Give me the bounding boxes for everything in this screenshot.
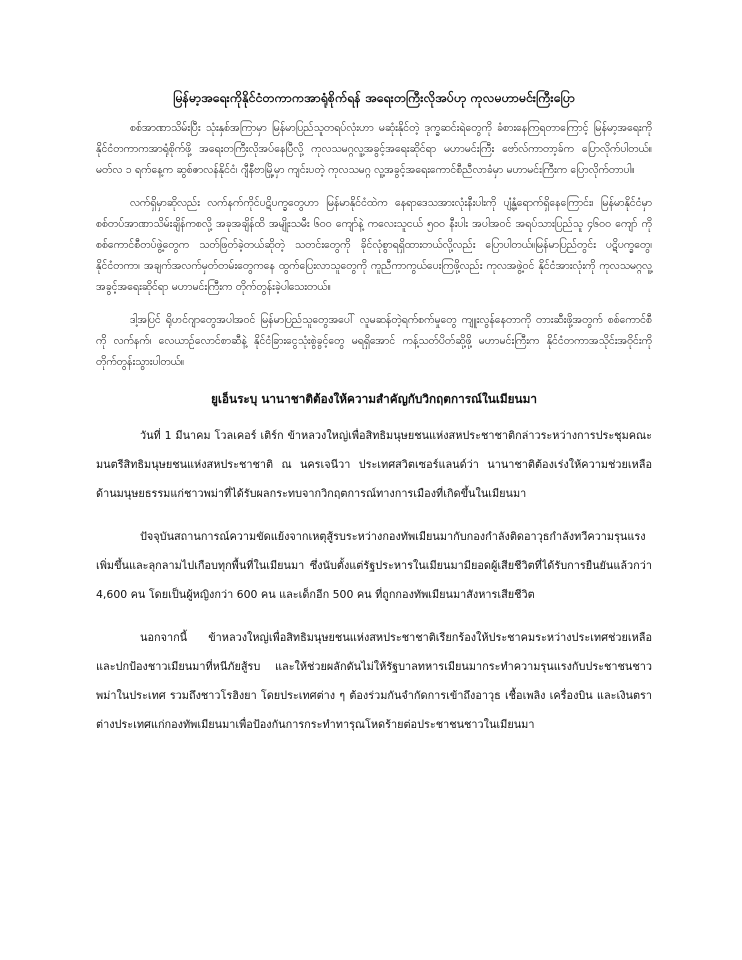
- thai-paragraph-1: วันที่ 1 มีนาคม โวลเคอร์ เติร์ก ข้าหลวงใหญ่เพื่อสิทธิมนุษยชนแห่งสหประชาชาติกล่าวระหว่างการประชุมคณะมนตรีสิทธิมนุษยชนแห่งสหประชาชาติ ณ นครเจนีวา ประเทศสวิตเซอร์แลนด์ว่า นานาชาติต้องเร่งให้ความช่วยเหลือด้านมนุษยธรรมแก่ชาวพม่าที่ได้รับผลกระทบจากวิกฤตการณ์ทางการเมืองที่เกิดขึ้นในเมียนมา: [96, 429, 652, 500]
- burmese-paragraph-1: စစ်အာဏာသိမ်းပြီး သုံးနှစ်အကြာမှာ မြန်မာပြည်သူတရပ်လုံးဟာ မဆုံးနိုင်တဲ့ ဒုက္ခဆင်းရဲတွေကို ခံစားနေကြရတာကြောင့် မြန်မာ့အရေးကို နိုင်ငံတကာကအာရုံစိုက်ဖို့ အရေးတကြီးလိုအပ်နေပြီလို့ ကုလသမဂ္ဂလူ့အခွင့်အရေးဆိုင်ရာ မဟာမင်းကြီး ဗော်လ်ကာတာ့ခ်က ပြောလိုက်ပါတယ်။ မတ်လ ၁ ရက်နေ့က ဆွစ်ဇာလန်နိုင်ငံ၊ ဂျီနီဗာမြို့မှာ ကျင်းပတဲ့ ကုလသမဂ္ဂ လူ့အခွင့်အရေးကောင်စီညီလာခံမှာ မဟာမင်းကြီးက ပြောလိုက်တာပါ။: [96, 122, 652, 176]
- thai-paragraph-3: นอกจากนี้ ข้าหลวงใหญ่เพื่อสิทธิมนุษยชนแห่งสหประชาชาติเรียกร้องให้ประชาคมระหว่างประเทศช่วยเหลือและปกป้องชาวเมียนมาที่หนีภัยสู้รบ และให้ช่วยผลักดันไม่ให้รัฐบาลทหารเมียนมากระทำความรุนแรงกับประชาชนชาวพม่าในประเทศ รวมถึงชาวโรฮิงยา โดยประเทศต่าง ๆ ต้องร่วมกันจำกัดการเข้าถึงอาวุธ เชื้อเพลิง เครื่องบิน และเงินตราต่างประเทศแก่กองทัพเมียนมาเพื่อป้องกันการกระทำทารุณโหดร้ายต่อประชาชนชาวในเมียนมา: [96, 631, 652, 731]
- burmese-paragraph-2: လက်ရှိမှာဆိုလည်း လက်နက်ကိုင်ပဋိပက္ခတွေဟာ မြန်မာနိုင်ငံထဲက နေရာဒေသအားလုံးနီးပါးကို ပျံ့နှံ့ရောက်ရှိနေကြောင်း၊ မြန်မာနိုင်ငံမှာ စစ်တပ်အာဏာသိမ်းချိန်ကစလို့ အခုအချိန်ထိ အမျိုးသမီး ၆၀၀ ကျော်နဲ့ ကလေးသူငယ် ၅၀၀ နီးပါး အပါအဝင် အရပ်သားပြည်သူ ၄၆၀၀ ကျော် ကို စစ်ကောင်စီတပ်ဖွဲ့တွေက သတ်ဖြတ်ခဲ့တယ်ဆိုတဲ့ သတင်းတွေကို ခိုင်လုံစွာရရှိထားတယ်လို့လည်း ပြောပါတယ်။မြန်မာပြည်တွင်း ပဋိပက္ခတွေ၊ နိုင်ငံတကာ၊ အချက်အလက်မှတ်တမ်းတွေကနေ ထွက်ပြေးလာသူတွေကို ကူညီကာကွယ်ပေးကြဖို့လည်း ကုလအဖွဲ့ဝင် နိုင်ငံအားလုံးကို ကုလသမဂ္ဂလူ့အခွင့်အရေးဆိုင်ရာ မဟာမင်းကြီးက တိုက်တွန်းခဲ့ပါသေးတယ်။: [96, 197, 652, 293]
- burmese-headline: မြန်မာ့အရေးကိုနိုင်ငံတကာကအာရုံစိုက်ရန် အရေးတကြီးလိုအပ်ဟု ကုလမဟာမင်းကြီးပြော: [173, 90, 575, 105]
- thai-headline: ยูเอ็นระบุ นานาชาติต้องให้ความสำคัญกับวิกฤตการณ์ในเมียนมา: [210, 392, 537, 406]
- burmese-paragraph-3: ဒါ့အပြင် ရိုဟင်ဂျာတွေအပါအဝင် မြန်မာပြည်သူတွေအပေါ် လူမဆန်တဲ့ရက်စက်မှုတွေ ကျူးလွန်နေတာကို တားဆီးဖို့အတွက် စစ်ကောင်စီကို လက်နက်၊ လေယာဉ်လောင်စာဆီနဲ့ နိုင်ငံခြားငွေသုံးစွဲခွင့်တွေ မရရှိအောင် ကန့်သတ်ပိတ်ဆို့ဖို့ မဟာမင်းကြီးက နိုင်ငံတကာအသိုင်းအဝိုင်းကို တိုက်တွန်းသွားပါတယ်။: [96, 314, 652, 368]
- thai-paragraph-2: ปัจจุบันสถานการณ์ความขัดแย้งจากเหตุสู้รบระหว่างกองทัพเมียนมากับกองกำลังติดอาวุธกำลังทวีความรุนแรงเพิ่มขึ้นและลุกลามไปเกือบทุกพื้นที่ในเมียนมา ซึ่งนับตั้งแต่รัฐประหารในเมียนมามียอดผู้เสียชีวิตที่ได้รับการยืนยันแล้วกว่า 4,600 คน โดยเป็นผู้หญิงกว่า 600 คน และเด็กอีก 500 คน ที่ถูกกองทัพเมียนมาสังหารเสียชีวิต: [96, 530, 652, 601]
